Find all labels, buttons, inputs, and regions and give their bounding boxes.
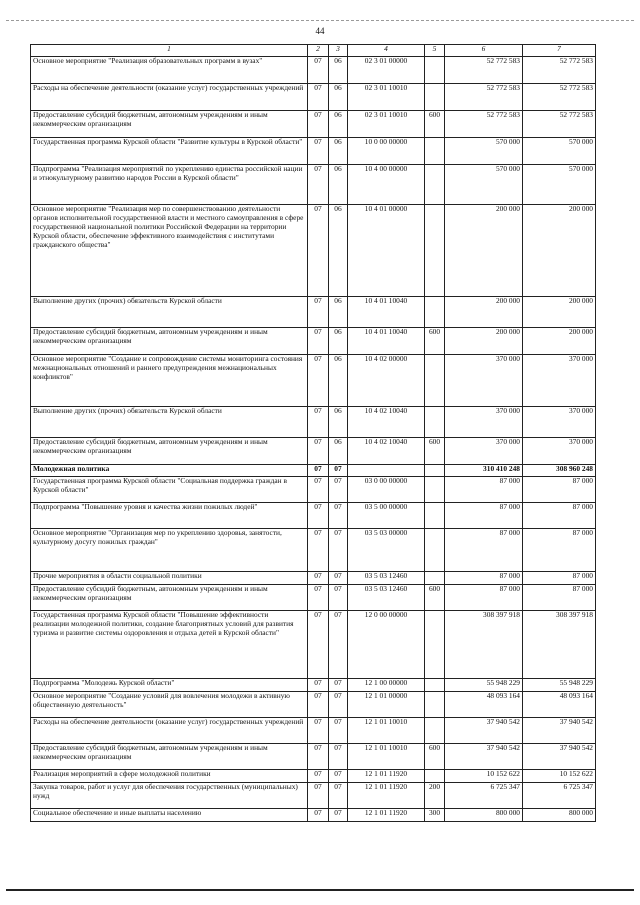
amount-col7-cell: 570 000 (523, 138, 596, 165)
subsection-code-cell: 07 (329, 529, 348, 572)
target-article-cell: 02 3 01 10010 (348, 111, 425, 138)
target-article-cell: 10 0 00 00000 (348, 138, 425, 165)
section-code-cell: 07 (308, 783, 329, 809)
table-row (31, 611, 596, 679)
amount-col7-cell: 87 000 (523, 585, 596, 611)
item-name-cell: Предоставление субсидий бюджетным, автономным учреждениям и иным некоммерческим организациям (31, 111, 308, 138)
amount-col7-cell: 370 000 (523, 438, 596, 465)
table-row (31, 84, 596, 111)
amount-col6-cell: 48 093 164 (445, 692, 523, 718)
expense-type-cell: 600 (425, 438, 445, 465)
header-cell: 1 (31, 45, 308, 57)
expense-type-cell (425, 692, 445, 718)
expense-type-cell: 300 (425, 809, 445, 822)
table-row (31, 692, 596, 718)
amount-col6-cell: 370 000 (445, 407, 523, 438)
section-code-cell: 07 (308, 611, 329, 679)
expense-type-cell (425, 529, 445, 572)
target-article-cell: 10 4 02 00000 (348, 355, 425, 407)
subsection-code-cell: 06 (329, 328, 348, 355)
expense-type-cell (425, 770, 445, 783)
table-row (31, 744, 596, 770)
amount-col6-cell: 87 000 (445, 529, 523, 572)
amount-col7-cell: 10 152 622 (523, 770, 596, 783)
expense-type-cell (425, 355, 445, 407)
expense-type-cell: 600 (425, 585, 445, 611)
amount-col7-cell: 370 000 (523, 355, 596, 407)
amount-col7-cell: 370 000 (523, 407, 596, 438)
expense-type-cell (425, 57, 445, 84)
expense-type-cell: 600 (425, 111, 445, 138)
subsection-code-cell: 06 (329, 355, 348, 407)
section-code-cell: 07 (308, 718, 329, 744)
header-cell: 7 (523, 45, 596, 57)
header-cell: 2 (308, 45, 329, 57)
table-row (31, 328, 596, 355)
expense-type-cell: 600 (425, 744, 445, 770)
subsection-code-cell: 06 (329, 165, 348, 205)
amount-col7-cell: 200 000 (523, 297, 596, 328)
subsection-code-cell: 07 (329, 809, 348, 822)
item-name-cell: Подпрограмма "Реализация мероприятий по укреплению единства российской нации и этнокультурному развитию народов России в Курской области" (31, 165, 308, 205)
amount-col6-cell: 200 000 (445, 297, 523, 328)
subsection-code-cell: 07 (329, 770, 348, 783)
amount-col7-cell: 55 948 229 (523, 679, 596, 692)
target-article-cell: 10 4 01 10040 (348, 297, 425, 328)
item-name-cell: Государственная программа Курской области "Повышение эффективности реализации молодежной политики, создание благоприятных условий для развития туризма и развитие системы оздоровления и отдыха детей в Курской области" (31, 611, 308, 679)
subsection-code-cell: 07 (329, 611, 348, 679)
subsection-code-cell: 07 (329, 692, 348, 718)
item-name-cell: Подпрограмма "Повышение уровня и качества жизни пожилых людей" (31, 503, 308, 529)
expense-type-cell (425, 165, 445, 205)
top-rule (6, 20, 634, 21)
item-name-cell: Предоставление субсидий бюджетным, автономным учреждениям и иным некоммерческим организациям (31, 328, 308, 355)
subsection-code-cell: 07 (329, 572, 348, 585)
table-row (31, 111, 596, 138)
expense-type-cell (425, 679, 445, 692)
table-row (31, 438, 596, 465)
expense-type-cell (425, 407, 445, 438)
target-article-cell: 03 0 00 00000 (348, 477, 425, 503)
section-code-cell: 07 (308, 297, 329, 328)
section-code-cell: 07 (308, 205, 329, 297)
table-row (31, 57, 596, 84)
amount-col7-cell: 308 960 248 (523, 465, 596, 477)
amount-col6-cell: 308 397 918 (445, 611, 523, 679)
amount-col7-cell: 570 000 (523, 165, 596, 205)
target-article-cell: 02 3 01 10010 (348, 84, 425, 111)
amount-col7-cell: 87 000 (523, 477, 596, 503)
table-row (31, 529, 596, 572)
table-row (31, 783, 596, 809)
amount-col7-cell: 200 000 (523, 328, 596, 355)
amount-col7-cell: 200 000 (523, 205, 596, 297)
header-cell: 3 (329, 45, 348, 57)
expense-type-cell (425, 503, 445, 529)
amount-col6-cell: 37 940 542 (445, 744, 523, 770)
target-article-cell: 12 1 01 11920 (348, 809, 425, 822)
amount-col6-cell: 310 410 248 (445, 465, 523, 477)
item-name-cell: Выполнение других (прочих) обязательств Курской области (31, 297, 308, 328)
item-name-cell: Основное мероприятие "Создание и сопровождение системы мониторинга состояния межнациональных отношений и раннего предупреждения межнациональных конфликтов" (31, 355, 308, 407)
section-code-cell: 07 (308, 744, 329, 770)
target-article-cell: 12 1 01 10010 (348, 718, 425, 744)
item-name-cell: Расходы на обеспечение деятельности (оказание услуг) государственных учреждений (31, 84, 308, 111)
table-row (31, 165, 596, 205)
subsection-code-cell: 07 (329, 783, 348, 809)
target-article-cell: 12 0 00 00000 (348, 611, 425, 679)
section-code-cell: 07 (308, 165, 329, 205)
amount-col6-cell: 370 000 (445, 355, 523, 407)
subsection-code-cell: 07 (329, 718, 348, 744)
section-code-cell: 07 (308, 111, 329, 138)
target-article-cell (348, 465, 425, 477)
expense-type-cell (425, 611, 445, 679)
item-name-cell: Предоставление субсидий бюджетным, автономным учреждениям и иным некоммерческим организациям (31, 585, 308, 611)
amount-col6-cell: 87 000 (445, 477, 523, 503)
item-name-cell: Социальное обеспечение и иные выплаты населению (31, 809, 308, 822)
subsection-code-cell: 07 (329, 744, 348, 770)
amount-col7-cell: 800 000 (523, 809, 596, 822)
item-name-cell: Основное мероприятие "Создание условий для вовлечения молодежи в активную общественную деятельность" (31, 692, 308, 718)
amount-col6-cell: 570 000 (445, 165, 523, 205)
section-code-cell: 07 (308, 503, 329, 529)
expense-type-cell: 200 (425, 783, 445, 809)
amount-col6-cell: 87 000 (445, 585, 523, 611)
budget-table (30, 44, 596, 822)
section-code-cell: 07 (308, 465, 329, 477)
target-article-cell: 12 1 01 11920 (348, 770, 425, 783)
target-article-cell: 12 1 01 10010 (348, 744, 425, 770)
expense-type-cell (425, 718, 445, 744)
item-name-cell: Предоставление субсидий бюджетным, автономным учреждениям и иным некоммерческим организациям (31, 744, 308, 770)
item-name-cell: Государственная программа Курской области "Развитие культуры в Курской области" (31, 138, 308, 165)
table-body (31, 57, 596, 822)
amount-col7-cell: 37 940 542 (523, 744, 596, 770)
table-row (31, 465, 596, 477)
section-code-cell: 07 (308, 407, 329, 438)
section-code-cell: 07 (308, 679, 329, 692)
amount-col7-cell: 87 000 (523, 529, 596, 572)
amount-col6-cell: 6 725 347 (445, 783, 523, 809)
table-row (31, 572, 596, 585)
header-cell: 5 (425, 45, 445, 57)
table-row (31, 477, 596, 503)
section-code-cell: 07 (308, 692, 329, 718)
target-article-cell: 10 4 02 10040 (348, 438, 425, 465)
target-article-cell: 03 5 03 12460 (348, 585, 425, 611)
amount-col7-cell: 87 000 (523, 572, 596, 585)
amount-col7-cell: 48 093 164 (523, 692, 596, 718)
amount-col7-cell: 308 397 918 (523, 611, 596, 679)
expense-type-cell (425, 477, 445, 503)
item-name-cell: Прочие мероприятия в области социальной политики (31, 572, 308, 585)
target-article-cell: 10 4 01 10040 (348, 328, 425, 355)
item-name-cell: Основное мероприятие "Реализация образовательных программ в вузах" (31, 57, 308, 84)
section-code-cell: 07 (308, 355, 329, 407)
amount-col7-cell: 52 772 583 (523, 84, 596, 111)
subsection-code-cell: 06 (329, 438, 348, 465)
amount-col7-cell: 52 772 583 (523, 57, 596, 84)
section-code-cell: 07 (308, 809, 329, 822)
subsection-code-cell: 07 (329, 477, 348, 503)
item-name-cell: Выполнение других (прочих) обязательств Курской области (31, 407, 308, 438)
table-row (31, 138, 596, 165)
section-code-cell: 07 (308, 138, 329, 165)
amount-col6-cell: 55 948 229 (445, 679, 523, 692)
target-article-cell: 03 5 03 12460 (348, 572, 425, 585)
table-row (31, 585, 596, 611)
subsection-code-cell: 06 (329, 297, 348, 328)
expense-type-cell (425, 205, 445, 297)
subsection-code-cell: 07 (329, 503, 348, 529)
section-code-cell: 07 (308, 585, 329, 611)
target-article-cell: 10 4 01 00000 (348, 205, 425, 297)
amount-col6-cell: 200 000 (445, 205, 523, 297)
subsection-code-cell: 07 (329, 679, 348, 692)
section-code-cell: 07 (308, 438, 329, 465)
item-name-cell: Молодежная политика (31, 465, 308, 477)
target-article-cell: 12 1 01 11920 (348, 783, 425, 809)
amount-col6-cell: 87 000 (445, 572, 523, 585)
amount-col7-cell: 37 940 542 (523, 718, 596, 744)
subsection-code-cell: 06 (329, 138, 348, 165)
amount-col6-cell: 52 772 583 (445, 57, 523, 84)
section-code-cell: 07 (308, 84, 329, 111)
amount-col6-cell: 200 000 (445, 328, 523, 355)
section-code-cell: 07 (308, 328, 329, 355)
target-article-cell: 12 1 00 00000 (348, 679, 425, 692)
item-name-cell: Подпрограмма "Молодежь Курской области" (31, 679, 308, 692)
amount-col6-cell: 52 772 583 (445, 84, 523, 111)
item-name-cell: Основное мероприятие "Организация мер по укреплению здоровья, занятости, культурному досугу пожилых граждан" (31, 529, 308, 572)
item-name-cell: Реализация мероприятий в сфере молодежной политики (31, 770, 308, 783)
table-row (31, 679, 596, 692)
target-article-cell: 10 4 00 00000 (348, 165, 425, 205)
item-name-cell: Предоставление субсидий бюджетным, автономным учреждениям и иным некоммерческим организациям (31, 438, 308, 465)
table-row (31, 809, 596, 822)
expense-type-cell (425, 138, 445, 165)
amount-col6-cell: 800 000 (445, 809, 523, 822)
subsection-code-cell: 06 (329, 111, 348, 138)
table-row (31, 770, 596, 783)
expense-type-cell: 600 (425, 328, 445, 355)
item-name-cell: Расходы на обеспечение деятельности (оказание услуг) государственных учреждений (31, 718, 308, 744)
amount-col6-cell: 37 940 542 (445, 718, 523, 744)
subsection-code-cell: 06 (329, 57, 348, 84)
section-code-cell: 07 (308, 572, 329, 585)
table-row (31, 718, 596, 744)
amount-col7-cell: 6 725 347 (523, 783, 596, 809)
table-row (31, 503, 596, 529)
header-cell: 4 (348, 45, 425, 57)
target-article-cell: 10 4 02 10040 (348, 407, 425, 438)
section-code-cell: 07 (308, 477, 329, 503)
amount-col6-cell: 370 000 (445, 438, 523, 465)
amount-col6-cell: 87 000 (445, 503, 523, 529)
section-code-cell: 07 (308, 57, 329, 84)
table-row (31, 355, 596, 407)
target-article-cell: 12 1 01 00000 (348, 692, 425, 718)
header-row (31, 45, 596, 57)
subsection-code-cell: 06 (329, 205, 348, 297)
table-row (31, 407, 596, 438)
section-code-cell: 07 (308, 529, 329, 572)
section-code-cell: 07 (308, 770, 329, 783)
bottom-rule (6, 889, 634, 891)
item-name-cell: Государственная программа Курской области "Социальная поддержка граждан в Курской области" (31, 477, 308, 503)
expense-type-cell (425, 465, 445, 477)
target-article-cell: 02 3 01 00000 (348, 57, 425, 84)
table-row (31, 205, 596, 297)
expense-type-cell (425, 84, 445, 111)
item-name-cell: Основное мероприятие "Реализация мер по совершенствованию деятельности органов исполнительной государственной власти и местного самоуправления в сфере государственной национальной политики Российской Федерации на территории Курской области, обеспечение эффективного взаимодействия с институтами гражданского общества" (31, 205, 308, 297)
amount-col7-cell: 52 772 583 (523, 111, 596, 138)
subsection-code-cell: 07 (329, 465, 348, 477)
target-article-cell: 03 5 00 00000 (348, 503, 425, 529)
amount-col7-cell: 87 000 (523, 503, 596, 529)
expense-type-cell (425, 297, 445, 328)
amount-col6-cell: 52 772 583 (445, 111, 523, 138)
page-number: 44 (315, 26, 325, 36)
subsection-code-cell: 06 (329, 407, 348, 438)
expense-type-cell (425, 572, 445, 585)
header-cell: 6 (445, 45, 523, 57)
table-row (31, 297, 596, 328)
target-article-cell: 03 5 03 00000 (348, 529, 425, 572)
amount-col6-cell: 10 152 622 (445, 770, 523, 783)
subsection-code-cell: 07 (329, 585, 348, 611)
amount-col6-cell: 570 000 (445, 138, 523, 165)
item-name-cell: Закупка товаров, работ и услуг для обеспечения государственных (муниципальных) нужд (31, 783, 308, 809)
subsection-code-cell: 06 (329, 84, 348, 111)
